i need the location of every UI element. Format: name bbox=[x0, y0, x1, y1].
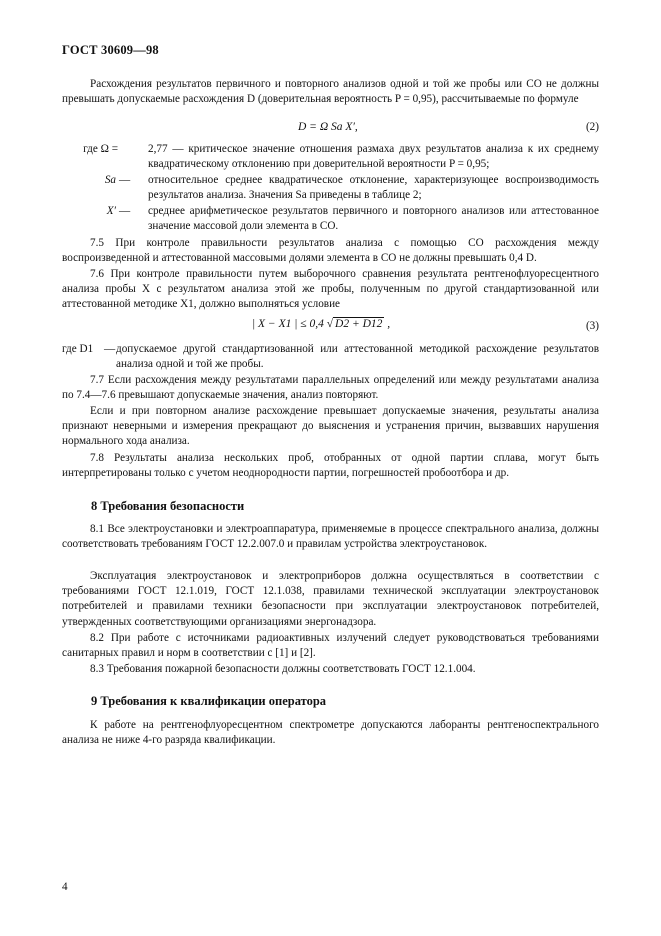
paragraph-8-1-cont: Эксплуатация электроустановок и электроприборов должна осуществляться в соответствии с требованиями ГОСТ 12.1.019, ГОСТ 12.1.038, правилами технической эксплуатации электроустановок потребителей и правилами техники безопасности при эксплуатации электроустановок потребителей, утвержденных соответствующими организациями энергонадзора. bbox=[62, 570, 599, 628]
formula-2-text: D = Ω Sa X′, bbox=[298, 121, 358, 133]
page-number: 4 bbox=[62, 881, 68, 893]
section-8-title: 8 Требования безопасности bbox=[91, 499, 245, 513]
definition-symbol: X′ bbox=[106, 205, 116, 217]
formula-3-number: (3) bbox=[585, 320, 599, 332]
definition-omega bbox=[62, 142, 599, 172]
paragraph-7-8: 7.8 Результаты анализа нескольких проб, отобранных от одной партии сплава, могут быть интерпретированы только с учетом неоднородности партии, погрешностей пробоотбора и др. bbox=[62, 452, 599, 480]
formula-3-tail: , bbox=[387, 318, 391, 330]
paragraph-7-7: 7.7 Если расхождения между результатами параллельных определений или между результатами анализа по 7.4—7.6 превышают допускаемые значения, анализ повторяют. bbox=[62, 374, 599, 402]
paragraph-8-1: 8.1 Все электроустановки и электроаппаратура, применяемые в процессе спектрального анализа, должны соответствовать требованиям ГОСТ 12.2.007.0 и правилам устройства электроустановок. bbox=[62, 523, 599, 551]
formula-3-left: | X − X1 | ≤ 0,4 bbox=[252, 318, 324, 330]
section-9-title: 9 Требования к квалификации оператора bbox=[91, 694, 327, 708]
paragraph-7-7-cont: Если и при повторном анализе расхождение превышает допускаемые значения, результаты анализа признают неверными и измерения прекращают до выяснения и устранения причин, вызвавших нарушения нормального хода анализа. bbox=[62, 405, 599, 448]
definition-symbol: где Ω = bbox=[83, 143, 118, 155]
paragraph-8-2: 8.2 При работе с источниками радиоактивных излучений следует руководствоваться требованиями санитарных правил и норм в соответствии с [1] и [2]. bbox=[62, 632, 599, 660]
formula-3-radicand: D2 + D12 bbox=[335, 318, 383, 330]
formula-3: | X − X1 | ≤ 0,4 √ D2 + D12 , bbox=[252, 318, 391, 330]
definition-x-prime: X′ — среднее арифметическое результатов первичного и повторного анализов или аттестованное значение массовой доли элемента в СО. bbox=[62, 204, 599, 234]
formula-2 bbox=[298, 121, 358, 133]
intro-paragraph: Расхождения результатов первичного и повторного анализов одной и той же пробы или СО не должны превышать допускаемые расхождения D (доверительная вероятность P = 0,95), рассчитываемые по формуле bbox=[62, 78, 599, 106]
definition-d1: где D1 — допускаемое другой стандартизованной или аттестованной методикой расхождение результатов анализа одной и той же пробы. bbox=[62, 342, 599, 372]
paragraph-7-6: 7.6 При контроле правильности путем выборочного сравнения результата рентгенофлуоресцентного анализа пробы X с результатом анализа этой же пробы, полученным по другой стандартизованной или аттестованной методике X1, должно выполняться условие bbox=[62, 268, 599, 311]
paragraph-7-5: 7.5 При контроле правильности результатов анализа с помощью СО расхождения между воспроизведенной и аттестованной массовыми долями элемента в СО не должны превышать 0,4 D. bbox=[62, 237, 599, 265]
definition-sa: Sa — относительное среднее квадратическое отклонение, характеризующее воспроизводимость результатов анализа. Значения Sa приведены в таблице 2; bbox=[62, 173, 599, 203]
definition-text: среднее арифметическое результатов первичного и повторного анализов или аттестованное значение массовой доли элемента в СО. bbox=[148, 205, 599, 233]
definition-text: 2,77 — критическое значение отношения размаха двух результатов анализа к их среднему квадратическому отклонению при доверительной вероятности P = 0,95; bbox=[148, 143, 599, 171]
definition-text: допускаемое другой стандартизованной или аттестованной методикой расхождение результатов анализа одной и той же пробы. bbox=[116, 343, 599, 371]
definition-symbol: Sa bbox=[104, 174, 116, 186]
page-header: ГОСТ 30609—98 bbox=[62, 43, 159, 57]
paragraph-9: К работе на рентгенофлуоресцентном спектрометре допускаются лаборанты рентгеноспектрального анализа не ниже 4-го разряда квалификации. bbox=[62, 719, 599, 747]
paragraph-8-3: 8.3 Требования пожарной безопасности должны соответствовать ГОСТ 12.1.004. bbox=[90, 663, 476, 675]
definition-symbol: где D1 bbox=[62, 343, 94, 355]
definition-text: относительное среднее квадратическое отклонение, характеризующее воспроизводимость результатов анализа. Значения Sa приведены в таблице 2; bbox=[148, 174, 599, 202]
formula-2-number: (2) bbox=[585, 121, 599, 133]
